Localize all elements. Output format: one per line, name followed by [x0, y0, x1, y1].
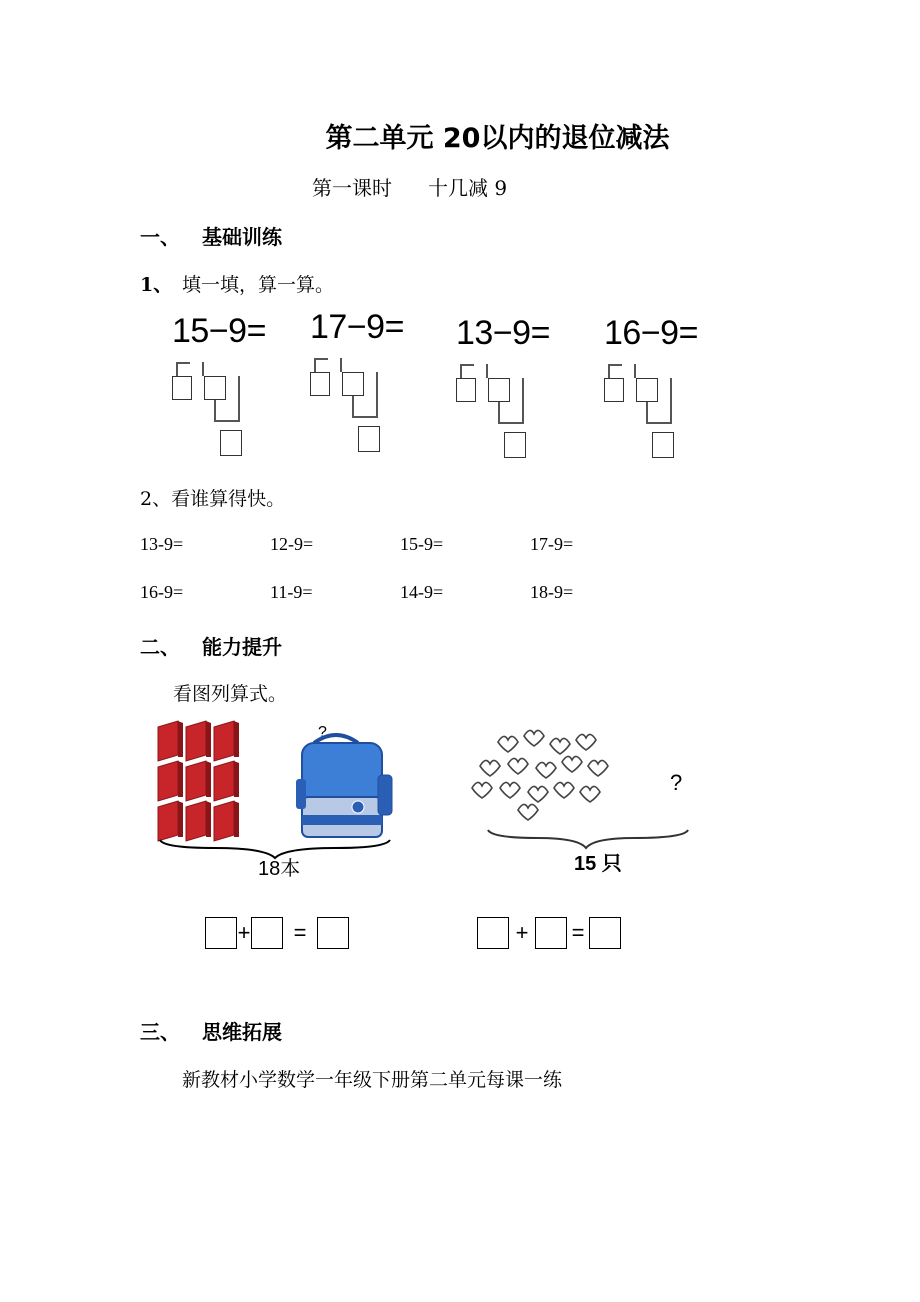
birds-question-mark: ? — [670, 770, 683, 795]
branch-line — [202, 362, 204, 376]
merge-line — [646, 422, 670, 424]
split-box-1[interactable] — [172, 376, 192, 400]
book-icon — [214, 721, 234, 761]
plus-sign: + — [515, 920, 529, 945]
book-spine — [234, 801, 239, 837]
merge-line — [238, 376, 240, 422]
quick-calc-item: 11-9= — [270, 582, 313, 602]
bird-icon — [562, 756, 582, 772]
birds-addend-1-box[interactable] — [477, 917, 509, 949]
branch-line — [176, 362, 190, 364]
result-box[interactable] — [358, 426, 380, 452]
book-icon — [158, 801, 178, 841]
branch-line — [634, 364, 636, 378]
books-equation — [205, 917, 349, 949]
equals-sign: = — [571, 920, 585, 945]
book-spine — [206, 761, 211, 797]
decomposition-equation: 16−9= — [604, 314, 698, 352]
birds-group — [472, 730, 608, 820]
merge-line — [522, 378, 524, 424]
split-box-1[interactable] — [604, 378, 624, 402]
footer-text: 新教材小学数学一年级下册第二单元每课一练 — [182, 1069, 563, 1091]
book-spine — [206, 801, 211, 837]
equals-sign: = — [293, 920, 307, 945]
book-icon — [186, 761, 206, 801]
birds-sum-box[interactable] — [589, 917, 621, 949]
bird-icon — [554, 782, 574, 798]
subtitle — [312, 172, 507, 201]
quick-calc-item: 17-9= — [530, 534, 574, 554]
branch-line — [460, 364, 462, 378]
merge-line — [214, 400, 216, 420]
question-1-text: 填一填，算一算。 — [182, 274, 335, 296]
merge-line — [352, 396, 354, 416]
birds-equation — [477, 917, 621, 949]
branch-line — [314, 358, 316, 372]
birds-total-label: 15 只 — [574, 853, 622, 875]
split-box-2[interactable] — [636, 378, 658, 402]
backpack-question-mark: ? — [318, 724, 327, 741]
picture-instruction: 看图列算式。 — [173, 683, 288, 705]
merge-line — [214, 420, 238, 422]
question-2-text: 2、看谁算得快。 — [140, 488, 286, 510]
result-box[interactable] — [652, 432, 674, 458]
split-box-1[interactable] — [456, 378, 476, 402]
result-box[interactable] — [220, 430, 242, 456]
book-spine — [234, 721, 239, 757]
bird-icon — [536, 762, 556, 778]
branch-line — [608, 364, 610, 378]
question-1 — [140, 270, 334, 297]
section-2-number: 二、 — [140, 635, 180, 659]
topic-label: 十几减 9 — [428, 176, 508, 200]
bird-icon — [500, 782, 520, 798]
books-group — [158, 721, 239, 841]
book-spine — [178, 761, 183, 797]
books-and-backpack-picture — [152, 715, 402, 885]
merge-line — [376, 372, 378, 418]
quick-calc-item: 13-9= — [140, 534, 184, 554]
book-spine — [234, 761, 239, 797]
section-2-heading — [140, 631, 282, 660]
branch-line — [608, 364, 622, 366]
books-addend-1-box[interactable] — [205, 917, 237, 949]
bird-icon — [550, 738, 570, 754]
book-icon — [158, 721, 178, 761]
branch-line — [314, 358, 328, 360]
section-2-title: 能力提升 — [202, 635, 282, 659]
section-1-title: 基础训练 — [202, 225, 282, 249]
book-icon — [158, 761, 178, 801]
bird-icon — [576, 734, 596, 750]
split-box-2[interactable] — [342, 372, 364, 396]
page-title: 第二单元 20以内的退位减法 — [325, 123, 670, 154]
book-icon — [214, 801, 234, 841]
books-addend-2-box[interactable] — [251, 917, 283, 949]
quick-calc-item: 18-9= — [530, 582, 574, 602]
branch-line — [176, 362, 178, 376]
book-icon — [186, 801, 206, 841]
books-total-label: 18本 — [258, 858, 301, 880]
split-box-2[interactable] — [204, 376, 226, 400]
decomposition-equation: 17−9= — [310, 308, 404, 346]
section-3-heading — [140, 1016, 282, 1045]
book-spine — [178, 801, 183, 837]
merge-line — [670, 378, 672, 424]
merge-line — [498, 422, 522, 424]
bird-icon — [524, 730, 544, 746]
birds-picture — [458, 722, 718, 882]
section-3-number: 三、 — [140, 1020, 180, 1044]
branch-line — [486, 364, 488, 378]
section-3-title: 思维拓展 — [202, 1020, 282, 1044]
bird-icon — [588, 760, 608, 776]
book-icon — [214, 761, 234, 801]
lesson-label: 第一课时 — [312, 176, 392, 200]
result-box[interactable] — [504, 432, 526, 458]
bird-icon — [580, 786, 600, 802]
decomposition-equation: 13−9= — [456, 314, 550, 352]
birds-addend-2-box[interactable] — [535, 917, 567, 949]
section-1-number: 一、 — [140, 225, 180, 249]
bird-icon — [480, 760, 500, 776]
book-spine — [178, 721, 183, 757]
bird-icon — [472, 782, 492, 798]
quick-calc-item: 12-9= — [270, 534, 314, 554]
quick-calc-item: 14-9= — [400, 582, 444, 602]
bird-icon — [518, 804, 538, 820]
backpack-icon — [296, 735, 392, 837]
plus-sign: + — [237, 920, 251, 945]
merge-line — [352, 416, 376, 418]
bird-icon — [528, 786, 548, 802]
section-1-heading — [140, 221, 282, 250]
split-box-1[interactable] — [310, 372, 330, 396]
books-sum-box[interactable] — [317, 917, 349, 949]
split-box-2[interactable] — [488, 378, 510, 402]
decomposition-equation: 15−9= — [172, 312, 266, 350]
merge-line — [498, 402, 500, 422]
branch-line — [340, 358, 342, 372]
quick-calc-item: 15-9= — [400, 534, 444, 554]
quick-calc-item: 16-9= — [140, 582, 184, 602]
bird-icon — [498, 736, 518, 752]
book-icon — [186, 721, 206, 761]
bird-icon — [508, 758, 528, 774]
merge-line — [646, 402, 648, 422]
book-spine — [206, 721, 211, 757]
branch-line — [460, 364, 474, 366]
question-1-number: 1、 — [140, 274, 173, 296]
